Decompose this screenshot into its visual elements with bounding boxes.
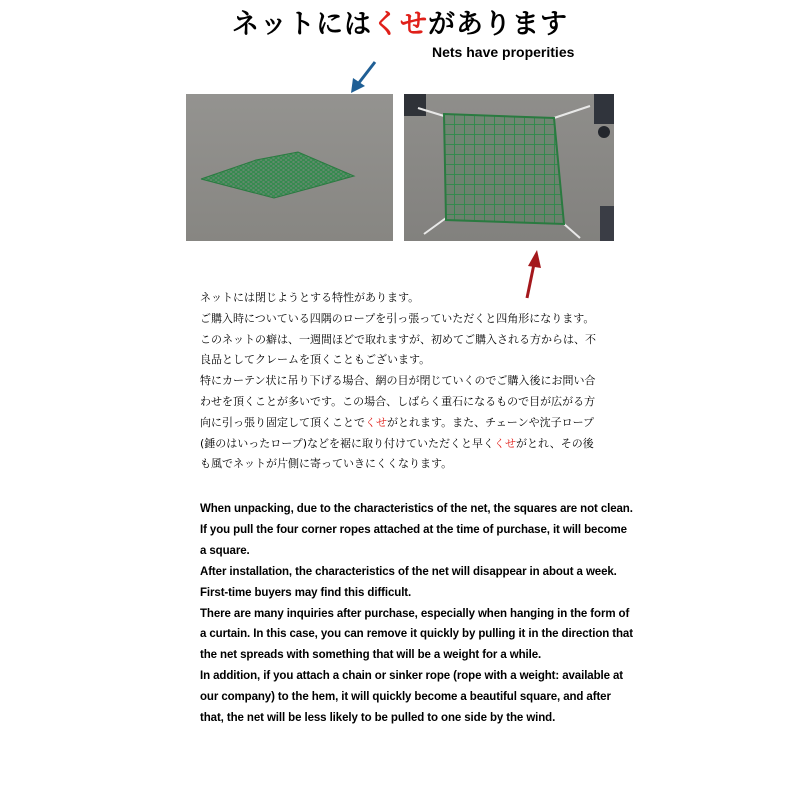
text-segment: わせを頂くことが多いです。この場合、しばらく重石になるもので目が広がる方 (200, 394, 596, 408)
english-line: If you pull the four corner ropes attached at the time of purchase, it will become (200, 523, 627, 536)
photo-stretched-net (404, 94, 614, 241)
text-segment: 向に引っ張り固定して頂くことで (200, 415, 365, 429)
text-segment: このネットの癖は、一週間ほどで取れますが、初めてご購入される方からは、不 (200, 332, 596, 346)
english-line: the net spreads with something that will be a weight for a while. (200, 649, 542, 662)
japanese-line (200, 454, 620, 475)
arrow-down-left-icon (348, 60, 378, 94)
japanese-line (200, 309, 620, 330)
japanese-description (200, 288, 620, 475)
english-line: After installation, the characteristics of the net will disappear in about a week. (200, 565, 617, 578)
text-segment: 特にカーテン状に吊り下げる場合、網の目が閉じていくのでご購入後にお問い合 (200, 374, 596, 388)
japanese-line (200, 434, 620, 455)
english-description (200, 499, 633, 729)
japanese-line (200, 288, 620, 309)
english-line: a square. (200, 544, 250, 557)
english-line: There are many inquiries after purchase, especially when hanging in the form of (200, 607, 630, 620)
page-subtitle: Nets have properities (432, 44, 575, 60)
english-line: In addition, if you attach a chain or sinker rope (rope with a weight: available at (200, 670, 624, 683)
text-segment: 良品としてクレームを頂くこともございます。 (200, 353, 431, 367)
text-segment: ネットには閉じようとする特性があります。 (200, 291, 420, 304)
japanese-line (200, 392, 620, 413)
highlight-text: くせ (365, 415, 387, 429)
english-line: that, the net will be less likely to be pulled to one side by the wind. (200, 712, 556, 725)
text-segment: も風でネットが片側に寄っていきにくくなります。 (200, 457, 453, 471)
english-line: First-time buyers may find this difficult. (200, 586, 412, 599)
english-line: our company) to the hem, it will quickly become a beautiful square, and after (200, 691, 611, 704)
japanese-line (200, 371, 620, 392)
english-line: a curtain. In this case, you can remove it quickly by pulling it in the direction that (200, 628, 633, 641)
highlight-text: くせ (494, 436, 517, 450)
text-segment: がとれ、その後 (516, 436, 594, 450)
text-segment: がとれます。また、チェーンや沈子ロープ (387, 415, 595, 429)
text-segment: ご購入時についている四隅のロープを引っ張っていただくと四角形になります。 (200, 311, 595, 325)
japanese-line (200, 413, 620, 434)
japanese-line (200, 350, 620, 371)
page-title: ネットにはくせがあります (232, 9, 568, 40)
text-segment: (錘のはいったロープ)などを裾に取り付けていただくと早く (200, 436, 495, 450)
english-line: When unpacking, due to the characteristics of the net, the squares are not clean. (200, 503, 633, 515)
japanese-line (200, 330, 620, 351)
photo-collapsed-net (186, 94, 393, 241)
title-highlight: くせ (372, 9, 428, 40)
